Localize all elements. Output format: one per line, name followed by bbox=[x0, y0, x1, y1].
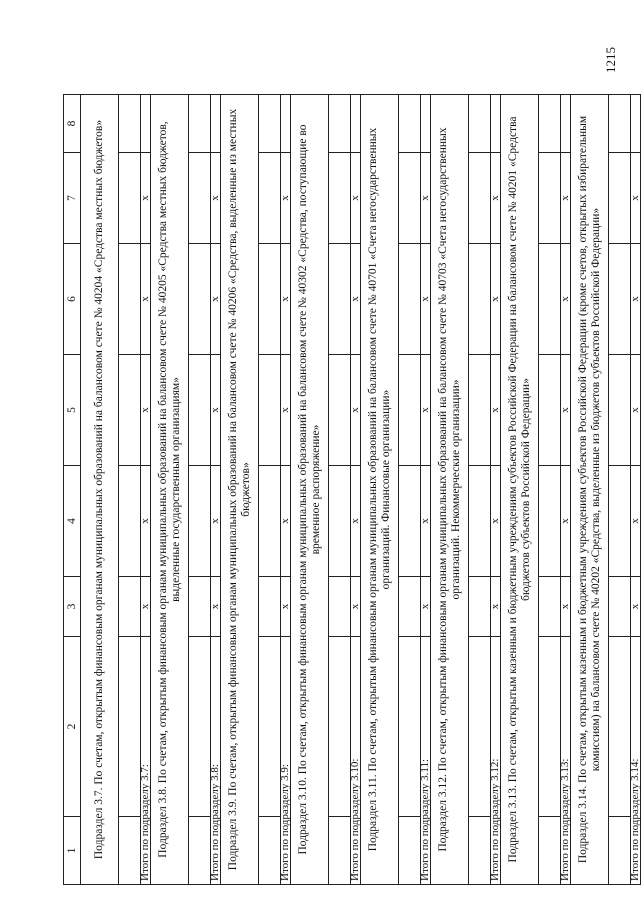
empty-cell bbox=[119, 95, 141, 153]
header-row bbox=[64, 95, 81, 885]
subsection-total-row bbox=[351, 95, 361, 885]
empty-cell bbox=[119, 817, 141, 885]
x-mark: x bbox=[281, 153, 291, 244]
x-mark: x bbox=[491, 577, 501, 637]
empty-cell bbox=[329, 244, 351, 355]
empty-cell bbox=[189, 637, 211, 817]
empty-cell bbox=[399, 817, 421, 885]
total-label: Итого по подразделу 3.10: bbox=[351, 637, 361, 885]
total-value-cell bbox=[141, 95, 151, 153]
subsection-total-row bbox=[561, 95, 571, 885]
empty-cell bbox=[539, 577, 561, 637]
empty-cell bbox=[539, 637, 561, 817]
empty-cell bbox=[259, 577, 281, 637]
empty-cell bbox=[469, 95, 491, 153]
empty-cell bbox=[469, 466, 491, 577]
empty-cell bbox=[469, 244, 491, 355]
x-mark: x bbox=[491, 466, 501, 577]
x-mark: x bbox=[561, 355, 571, 466]
empty-cell bbox=[329, 817, 351, 885]
empty-cell bbox=[119, 466, 141, 577]
subsection-title-row bbox=[151, 95, 189, 885]
empty-cell bbox=[609, 153, 631, 244]
subsection-title: Подраздел 3.7. По счетам, открытым финансовым органам муниципальных образований на балансовом счете № 40204 «Средства местных бюджетов» bbox=[81, 95, 119, 885]
empty-cell bbox=[259, 466, 281, 577]
empty-cell bbox=[189, 244, 211, 355]
empty-cell bbox=[119, 577, 141, 637]
data-row-empty bbox=[259, 95, 281, 885]
x-mark: x bbox=[351, 244, 361, 355]
empty-cell bbox=[259, 153, 281, 244]
empty-cell bbox=[259, 817, 281, 885]
empty-cell bbox=[399, 637, 421, 817]
x-mark: x bbox=[631, 466, 641, 577]
total-label: Итого по подразделу 3.13: bbox=[561, 637, 571, 885]
x-mark: x bbox=[211, 153, 221, 244]
empty-cell bbox=[539, 355, 561, 466]
page-number bbox=[600, 30, 622, 90]
x-mark: x bbox=[491, 153, 501, 244]
empty-cell bbox=[329, 95, 351, 153]
x-mark: x bbox=[561, 153, 571, 244]
empty-cell bbox=[399, 153, 421, 244]
subsection-total-row bbox=[491, 95, 501, 885]
empty-cell bbox=[399, 466, 421, 577]
subsection-title: Подраздел 3.10. По счетам, открытым финансовым органам муниципальных образований на балансовом счете № 40302 «Средства, поступающие во временное распоряжение» bbox=[291, 95, 329, 885]
empty-cell bbox=[329, 577, 351, 637]
empty-cell bbox=[189, 153, 211, 244]
page-number-text: 1215 bbox=[603, 47, 618, 73]
empty-cell bbox=[469, 153, 491, 244]
empty-cell bbox=[329, 466, 351, 577]
empty-cell bbox=[329, 637, 351, 817]
total-label: Итого по подразделу 3.11: bbox=[421, 637, 431, 885]
total-value-cell bbox=[421, 95, 431, 153]
total-value-cell bbox=[211, 95, 221, 153]
x-mark: x bbox=[211, 466, 221, 577]
subsection-total-row bbox=[211, 95, 221, 885]
total-label: Итого по подразделу 3.8: bbox=[211, 637, 221, 885]
subsection-title-row bbox=[431, 95, 469, 885]
x-mark: x bbox=[141, 355, 151, 466]
total-value-cell bbox=[561, 95, 571, 153]
subsection-total-row bbox=[281, 95, 291, 885]
x-mark: x bbox=[141, 577, 151, 637]
x-mark: x bbox=[561, 466, 571, 577]
x-mark: x bbox=[141, 244, 151, 355]
total-label: Итого по подразделу 3.12: bbox=[491, 637, 501, 885]
x-mark: x bbox=[281, 577, 291, 637]
empty-cell bbox=[189, 355, 211, 466]
x-mark: x bbox=[631, 577, 641, 637]
empty-cell bbox=[189, 466, 211, 577]
total-value-cell bbox=[491, 95, 501, 153]
empty-cell bbox=[539, 817, 561, 885]
x-mark: x bbox=[351, 153, 361, 244]
data-row-empty bbox=[539, 95, 561, 885]
header-cell-5: 5 bbox=[64, 355, 81, 466]
empty-cell bbox=[189, 577, 211, 637]
x-mark: x bbox=[631, 153, 641, 244]
empty-cell bbox=[399, 577, 421, 637]
empty-cell bbox=[469, 817, 491, 885]
subsection-title: Подраздел 3.12. По счетам, открытым финансовым органам муниципальных образований на балансовом счете № 40703 «Счета негосударственных организаций. Некоммерческие организации» bbox=[431, 95, 469, 885]
data-row-empty bbox=[119, 95, 141, 885]
total-value-cell bbox=[281, 95, 291, 153]
x-mark: x bbox=[281, 466, 291, 577]
subsection-title: Подраздел 3.14. По счетам, открытым казенным и бюджетным учреждениям субъектов Российской Федерации (кроме счетов, открытых избирательным комиссиям) на балансовом счете № 40202 «Средства, выделенные из бюджетов субъектов Российской Федерации» bbox=[571, 95, 609, 885]
x-mark: x bbox=[351, 577, 361, 637]
x-mark: x bbox=[421, 153, 431, 244]
header-cell-8: 8 bbox=[64, 95, 81, 153]
rotated-table-container bbox=[63, 95, 641, 885]
x-mark: x bbox=[631, 244, 641, 355]
empty-cell bbox=[539, 153, 561, 244]
subsection-title-row bbox=[221, 95, 259, 885]
empty-cell bbox=[189, 817, 211, 885]
x-mark: x bbox=[421, 244, 431, 355]
subsection-title-row bbox=[291, 95, 329, 885]
empty-cell bbox=[329, 355, 351, 466]
data-row-empty bbox=[189, 95, 211, 885]
subsection-title: Подраздел 3.13. По счетам, открытым казенным и бюджетным учреждениям субъектов Российской Федерации на балансовом счете № 40201 «Средства бюджетов субъектов Российской Федерации» bbox=[501, 95, 539, 885]
empty-cell bbox=[119, 244, 141, 355]
empty-cell bbox=[329, 153, 351, 244]
empty-cell bbox=[539, 95, 561, 153]
subsection-title-row bbox=[571, 95, 609, 885]
subsection-total-row bbox=[421, 95, 431, 885]
header-cell-6: 6 bbox=[64, 244, 81, 355]
subsection-total-row bbox=[631, 95, 641, 885]
total-value-cell bbox=[631, 95, 641, 153]
subsection-title: Подраздел 3.9. По счетам, открытым финансовым органам муниципальных образований на балансовом счете № 40206 «Средства, выделенные из местных бюджетов» bbox=[221, 95, 259, 885]
empty-cell bbox=[539, 466, 561, 577]
header-cell-1: 1 bbox=[64, 817, 81, 885]
empty-cell bbox=[609, 95, 631, 153]
x-mark: x bbox=[491, 355, 501, 466]
x-mark: x bbox=[351, 355, 361, 466]
empty-cell bbox=[609, 817, 631, 885]
empty-cell bbox=[189, 95, 211, 153]
x-mark: x bbox=[141, 153, 151, 244]
header-cell-7: 7 bbox=[64, 153, 81, 244]
empty-cell bbox=[119, 355, 141, 466]
x-mark: x bbox=[561, 244, 571, 355]
empty-cell bbox=[259, 637, 281, 817]
subsection-title-row bbox=[361, 95, 399, 885]
subsection-title: Подраздел 3.8. По счетам, открытым финансовым органам муниципальных образований на балансовом счете № 40205 «Средства местных бюджетов, выделенные государственным организациям» bbox=[151, 95, 189, 885]
subsection-total-row bbox=[141, 95, 151, 885]
x-mark: x bbox=[421, 577, 431, 637]
empty-cell bbox=[399, 244, 421, 355]
empty-cell bbox=[469, 637, 491, 817]
total-value-cell bbox=[351, 95, 361, 153]
data-row-empty bbox=[399, 95, 421, 885]
x-mark: x bbox=[211, 355, 221, 466]
data-row-empty bbox=[329, 95, 351, 885]
empty-cell bbox=[609, 466, 631, 577]
empty-cell bbox=[119, 153, 141, 244]
header-cell-3: 3 bbox=[64, 577, 81, 637]
empty-cell bbox=[609, 244, 631, 355]
empty-cell bbox=[539, 244, 561, 355]
x-mark: x bbox=[281, 355, 291, 466]
x-mark: x bbox=[211, 244, 221, 355]
data-row-empty bbox=[469, 95, 491, 885]
header-cell-2: 2 bbox=[64, 637, 81, 817]
header-cell-4: 4 bbox=[64, 466, 81, 577]
empty-cell bbox=[399, 95, 421, 153]
data-row-empty bbox=[609, 95, 631, 885]
x-mark: x bbox=[561, 577, 571, 637]
x-mark: x bbox=[421, 355, 431, 466]
empty-cell bbox=[259, 355, 281, 466]
empty-cell bbox=[399, 355, 421, 466]
empty-cell bbox=[259, 95, 281, 153]
empty-cell bbox=[609, 577, 631, 637]
empty-cell bbox=[119, 637, 141, 817]
report-table bbox=[63, 94, 641, 885]
x-mark: x bbox=[211, 577, 221, 637]
empty-cell bbox=[469, 577, 491, 637]
subsection-title-row bbox=[501, 95, 539, 885]
x-mark: x bbox=[631, 355, 641, 466]
x-mark: x bbox=[491, 244, 501, 355]
x-mark: x bbox=[351, 466, 361, 577]
empty-cell bbox=[609, 355, 631, 466]
total-label: Итого по подразделу 3.7: bbox=[141, 637, 151, 885]
x-mark: x bbox=[421, 466, 431, 577]
x-mark: x bbox=[141, 466, 151, 577]
x-mark: x bbox=[281, 244, 291, 355]
empty-cell bbox=[609, 637, 631, 817]
empty-cell bbox=[259, 244, 281, 355]
subsection-title: Подраздел 3.11. По счетам, открытым финансовым органам муниципальных образований на балансовом счете № 40701 «Счета негосударственных организаций. Финансовые организации» bbox=[361, 95, 399, 885]
total-label: Итого по подразделу 3.9: bbox=[281, 637, 291, 885]
total-label: Итого по подразделу 3.14: bbox=[631, 637, 641, 885]
empty-cell bbox=[469, 355, 491, 466]
subsection-title-row bbox=[81, 95, 119, 885]
